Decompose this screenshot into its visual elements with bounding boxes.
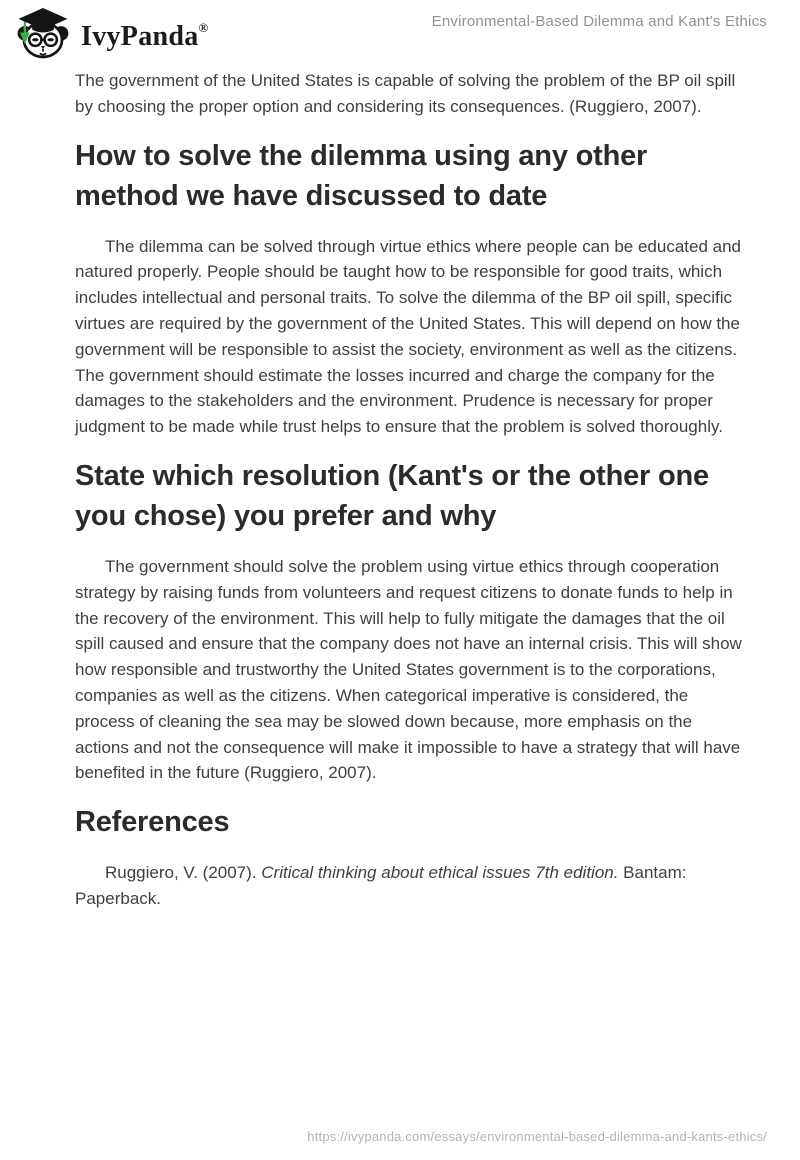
reference-author: Ruggiero, V. (2007). <box>105 863 262 883</box>
section-heading-resolution: State which resolution (Kant's or the other one you chose) you prefer and why <box>75 459 709 532</box>
essay-content <box>75 68 748 928</box>
ivypanda-logo <box>14 6 209 59</box>
reference-title-italic: Critical thinking about ethical issues 7th edition. <box>261 863 619 883</box>
logo-text <box>81 21 209 51</box>
references-heading: References <box>75 806 230 839</box>
registered-trademark-symbol: ® <box>198 19 209 35</box>
document-title: Environmental-Based Dilemma and Kant's Ethics <box>431 13 767 30</box>
paragraph-intro: The government of the United States is capable of solving the problem of the BP oil spill by choosing the proper option and considering its consequences. (Ruggiero, 2007). <box>75 71 736 116</box>
panda-graduation-cap-icon <box>14 6 72 59</box>
logo-wordmark: IvyPanda <box>81 20 199 52</box>
section-heading-method: How to solve the dilemma using any other method we have discussed to date <box>75 139 648 212</box>
source-url[interactable]: https://ivypanda.com/essays/environmental-based-dilemma-and-kants-ethics/ <box>307 1129 767 1144</box>
reference-publisher: Bantam: Paperback. <box>75 863 687 908</box>
paragraph-method: The dilemma can be solved through virtue ethics where people can be educated and natured properly. People should be taught how to be responsible for good traits, which includes intellectual and personal traits. To solve the dilemma of the BP oil spill, specific virtues are required by the government of the United States. This will depend on how the government will be responsible to assist the society, environment as well as the citizens. The government should estimate the losses incurred and charge the company for the damages to the stakeholders and the environment. Prudence is necessary for proper judgment to be made while trust helps to ensure that the problem is solved thoroughly. <box>75 236 742 437</box>
reference-entry <box>75 860 748 912</box>
paragraph-resolution: The government should solve the problem using virtue ethics through cooperation strategy by raising funds from volunteers and request citizens to donate funds to help in the recovery of the environment. This will help to fully mitigate the damages that the oil spill caused and ensure that the company does not have an internal crisis. This will show how responsible and trustworthy the United States government is to the corporations, companies as well as the citizens. When categorical imperative is considered, the process of cleaning the sea may be slowed down because, more emphasis on the actions and not the consequence will make it impossible to have a strategy that will have benefited in the future (Ruggiero, 2007). <box>75 556 742 783</box>
